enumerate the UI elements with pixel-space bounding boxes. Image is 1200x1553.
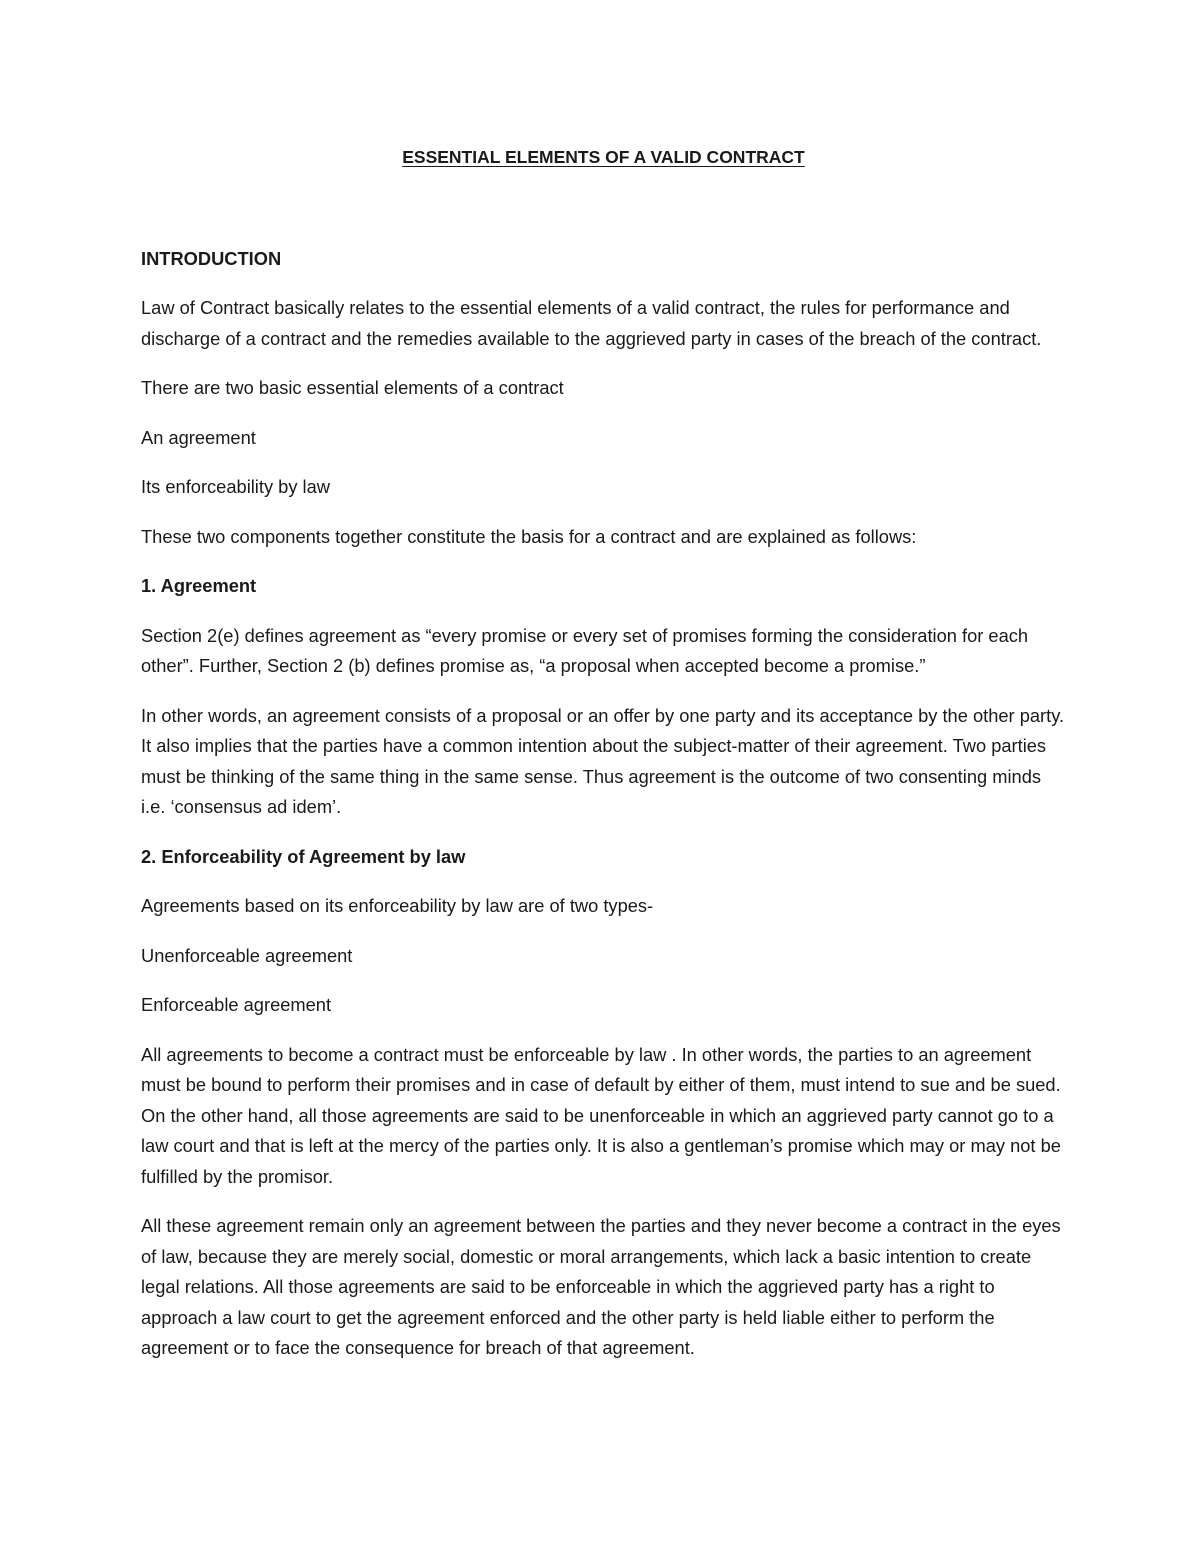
section-enforceability-paragraph-2: All agreements to become a contract must be enforceable by law . In other words, the parties to an agreement must be bound to perform their promises and in case of default by either of them, must intend to sue and be sued. On the other hand, all those agreements are said to be unenforceable in which an aggrieved party cannot go to a law court and that is left at the mercy of the parties only. It is also a gentleman’s promise which may or may not be fulfilled by the promisor. (141, 1043, 1061, 1187)
section-agreement-paragraph-1: Section 2(e) defines agreement as “every promise or every set of promises forming the consideration for each other”. Further, Section 2 (b) defines promise as, “a proposal when accepted become a promise.” (141, 624, 1029, 676)
type-enforceable: Enforceable agreement (141, 994, 332, 1015)
type-unenforceable: Unenforceable agreement (141, 944, 353, 966)
two-elements-paragraph: There are two basic essential elements of a contract (141, 377, 564, 398)
section-agreement-paragraph-2: In other words, an agreement consists of a proposal or an offer by one party and its acceptance by the other party. It also implies that the parties have a common intention about the subject-matter of their agreement. Two parties must be thinking of the same thing in the same sense. Thus agreement is the outcome of two consenting minds i.e. ‘consensus ad idem’. (141, 704, 1065, 817)
document-title: ESSENTIAL ELEMENTS OF A VALID CONTRACT (402, 147, 805, 167)
section-enforceability-paragraph-3: All these agreement remain only an agreement between the parties and they never become a contract in the eyes of law, because they are merely social, domestic or moral arrangements, which lack a basic intention to create legal relations. All those agreements are said to be enforceable in which the aggrieved party has a right to approach a law court to get the agreement enforced and the other party is held liable either to perform the agreement or to face the consequence for breach of that agreement. (141, 1215, 1061, 1358)
document-body (141, 142, 1066, 1383)
section-enforceability-paragraph-1: Agreements based on its enforceability by law are of two types- (141, 895, 654, 916)
components-paragraph: These two components together constitute the basis for a contract and are explained as follows: (141, 525, 917, 547)
section-agreement-heading: 1. Agreement (141, 575, 257, 596)
section-enforceability-heading: 2. Enforceability of Agreement by law (141, 845, 466, 867)
element-agreement: An agreement (141, 426, 256, 448)
introduction-heading: INTRODUCTION (141, 247, 282, 269)
introduction-paragraph: Law of Contract basically relates to the essential elements of a valid contract, the rules for performance and discharge of a contract and the remedies available to the aggrieved party in cases of the breach of the contract. (141, 297, 1042, 349)
element-enforceability: Its enforceability by law (141, 476, 330, 497)
